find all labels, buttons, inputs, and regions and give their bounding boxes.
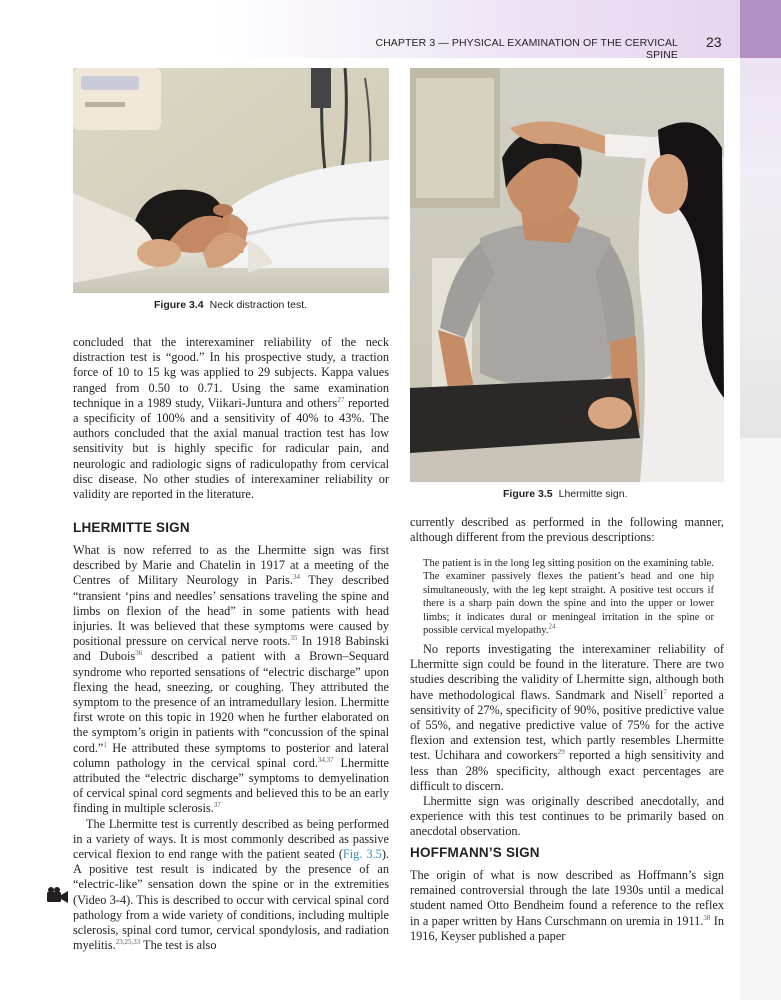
lhermitte-paragraph-1: What is now referred to as the Lhermitte sign was first described by Marie and Chatelin in 1917 at a meeting of the Centres of Military Neurology in Paris.$^{34}$ They described “transient ‘pins and needles’ sensations traveling the spine and limbs on flexion of the head” in some patients with head injuries. It was believed that these symptoms were caused by positional pressure on cervical nerve roots.$^{35}$ In 1918 Babinski and Dubois$^{36}$ described a patient with a Brown–Sequard syndrome who reported sensations of “electric discharge” upon flexing the head, sneezing, or coughing. They attributed the symptom to the presence of an intramedullary lesion. Lhermitte first wrote on this topic in 1920 when he further elaborated on the symptom’s origin in patients with “concussion of the spinal cord.”$^1$ He attributed these symptoms to posterior and lateral column pathology in the cervical spinal cord.$^{34,37}$ Lhermitte attributed the “electric discharge” symptoms to demyelination of cervical spinal cord segments and believed this to be an early finding in multiple sclerosis.$^{37}$	[73, 543, 390, 816]
figure-3-4-caption	[154, 299, 307, 311]
figure-3-4-photo	[73, 68, 389, 293]
video-camera-icon[interactable]	[46, 886, 70, 906]
hoffmann-heading: HOFFMANN’S SIGN	[410, 845, 540, 860]
lhermitte-heading: LHERMITTE SIGN	[73, 520, 190, 535]
hoffmann-section	[410, 868, 724, 944]
anecdotal-paragraph: Lhermitte sign was originally described anecdotally, and experience with this test continues to be primarily based on anecdotal observation.	[410, 794, 724, 839]
right-continuation: currently described as performed in the following manner, although different from the previous descriptions:	[410, 515, 724, 545]
figure-3-5-label: Figure 3.5	[503, 488, 553, 500]
figure-3-5-photo	[410, 68, 724, 482]
figure-3-4-caption-text: Neck distraction test.	[209, 299, 308, 311]
margin-strip-band	[740, 58, 781, 438]
validity-paragraph: No reports investigating the interexaminer reliability of Lhermitte sign could be found in the literature. There are two studies describing the validity of Lhermitte sign, although both have methodological flaws. Sandmark and Nisell$^7$ reported a sensitivity of 27%, specificity of 90%, positive predictive value of 55%, and negative predictive value of 75% for the active flexion and extension test, which partly resembles Lhermitte test. Uchihara and coworkers$^{29}$ reported a high sensitivity and less than 28% specificity, although exact percentages are difficult to discern.	[410, 642, 724, 793]
intro-paragraph-block	[73, 335, 389, 502]
quoted-description: The patient is in the long leg sitting position on the examining table. The examiner passively flexes the patient’s head and one hip simultaneously, with the leg kept straight. A positive test occurs if there is a sharp pain down the spine and into the upper or lower limbs; it indicates dural or meningeal irritation in the spine or possible cervical myelopathy.$^{24}$	[423, 558, 714, 637]
figure-3-5-caption-text: Lhermitte sign.	[558, 488, 628, 500]
page-number: 23	[706, 34, 722, 50]
lhermitte-paragraph-2: The Lhermitte test is currently described as being performed in a variety of ways. It is most commonly described as passive cervical flexion to end range with the patient seated (Fig. 3.5). A positive test result is indicated by the presence of an “electric-like” sensation down the spine or in the extremities (Video 3-4). This is described to occur with cervical spinal cord pathology from a wide variety of conditions, including multiple sclerosis, spinal cord tumor, cervical spondylosis, and radiation myelitis.$^{23,25,33}$ The test is also	[73, 816, 389, 953]
validity-section	[410, 642, 724, 840]
header-accent-tab	[740, 0, 781, 58]
figure-3-4-label: Figure 3.4	[154, 299, 204, 311]
hoffmann-paragraph: The origin of what is now described as Hoffmann’s sign remained controversial through the late 1930s until a medical student named Otto Bendheim found a reference to the reflex in a paper written by Hans Curschmann on uremia in 1911.38 In 1916, Keyser published a paper	[410, 868, 724, 943]
figure-3-5-link[interactable]: Fig. 3.5	[342, 847, 382, 862]
intro-paragraph: concluded that the interexaminer reliability of the neck distraction test is “good.” In his prospective study, a traction force of 10 to 15 kg was applied to 29 subjects. Kappa values ranged from 0.50 to 0.71. Using the same examination technique in a 1989 study, Viikari-Juntura and others$^{27}$ reported a specificity of 100% and a sensitivity of 40% to 43%. The authors concluded that the axial manual traction test has low sensitivity but is highly specific for radicular pain, and neurologic and radiologic signs of radiculopathy from cervical disc disease. No other studies of interexaminer reliability or validity are reported in the literature.	[73, 335, 389, 502]
running-head: CHAPTER 3 — PHYSICAL EXAMINATION OF THE CERVICAL SPINE	[375, 37, 678, 61]
figure-3-5-caption	[503, 488, 627, 500]
lhermitte-section	[73, 543, 389, 953]
